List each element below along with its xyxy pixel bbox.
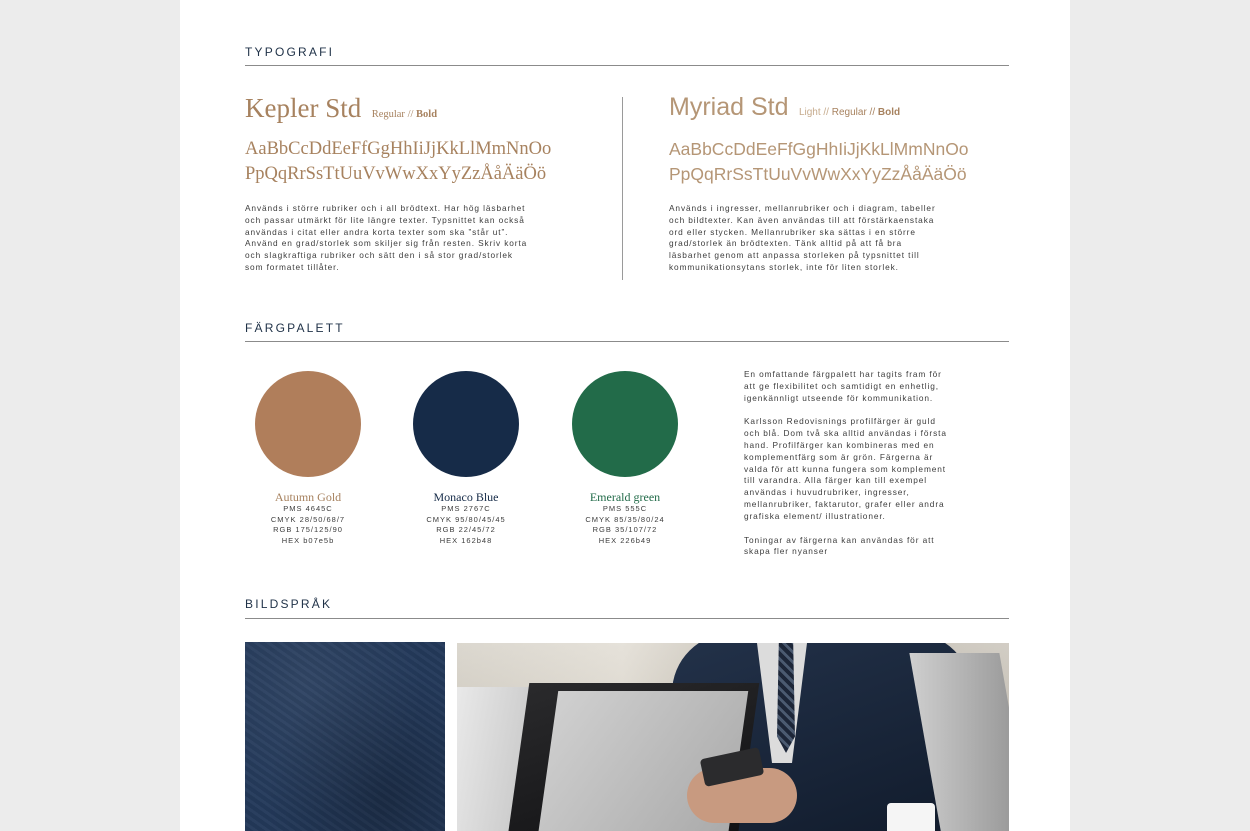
text-line: och passar utmärkt för lite längre texter. Typsnittet kan också [245, 214, 525, 225]
font-description-kepler [245, 203, 527, 274]
text-line: hand. Profilfärger kan kombineras med en [744, 439, 935, 450]
text-line: ord eller stycken. Mellanrubriker ska sättas i en större [669, 226, 916, 237]
weight-regular: Regular [831, 107, 867, 118]
paragraph [744, 369, 947, 404]
font-description-myriad [669, 203, 936, 274]
color-circle [572, 371, 678, 477]
text-line: som formatet tillåter. [245, 261, 340, 272]
color-cmyk: CMYK 85/35/80/24 [585, 514, 665, 524]
color-pms: PMS 4645C [283, 504, 333, 513]
color-swatch-autumn-gold [243, 371, 373, 546]
font-heading-myriad [669, 93, 900, 122]
alphabet-line: AaBbCcDdEeFfGgHhIiJjKkLlMmNnOo [669, 139, 969, 159]
text-line: användas i citat eller andra korta texter som ska ”står ut”. [245, 226, 509, 237]
alphabet-sample-myriad [669, 137, 1009, 187]
font-weights [799, 107, 900, 118]
weight-regular: Regular [371, 109, 405, 120]
text-line: igenkännligt utseende för kommunikation. [744, 392, 934, 403]
palette-description [744, 369, 947, 558]
column-divider [622, 97, 623, 280]
paragraph [744, 416, 947, 522]
section-divider [245, 618, 1009, 619]
weight-bold: Bold [416, 109, 438, 120]
color-circle [255, 371, 361, 477]
text-line: användas i huvudrubriker, ingresser, [744, 487, 910, 498]
text-line: Karlsson Redovisnings profilfärger är guld [744, 416, 936, 427]
text-line: skapa fler nyanser [744, 546, 828, 557]
color-rgb: RGB 22/45/72 [436, 525, 496, 535]
color-name: Autumn Gold [274, 490, 342, 504]
text-line: och slagkraftiga rubriker och sätt den i så stor grad/storlek [245, 250, 513, 261]
section-divider [245, 65, 1009, 66]
weight-separator: // [404, 109, 417, 120]
coffee-cup [887, 803, 935, 831]
business-photo-image [457, 643, 1009, 831]
color-hex: HEX b07e5b [281, 535, 335, 545]
section-title-typography: TYPOGRAFI [245, 45, 335, 59]
color-pms: PMS 555C [602, 504, 648, 513]
text-line: att ge flexibilitet och samtidigt en enhetlig, [744, 380, 939, 391]
color-name: Emerald green [589, 490, 661, 504]
text-line: Använd en grad/storlek som skiljer sig från resten. Skriv korta [245, 238, 528, 249]
text-line: grad/storlek än brödtexten. Tänk alltid på att få bra [669, 238, 902, 249]
text-line: Används i ingresser, mellanrubriker och i diagram, tabeller [669, 203, 936, 213]
alphabet-line: PpQqRrSsTtUuVvWwXxYyZzÅåÄäÖö [669, 164, 967, 184]
font-weights [372, 109, 437, 120]
section-title-imagery: BILDSPRÅK [245, 597, 333, 611]
color-circle [413, 371, 519, 477]
font-heading-kepler [245, 93, 437, 124]
color-cmyk: CMYK 95/80/45/45 [426, 514, 506, 524]
color-hex: HEX 162b48 [439, 535, 493, 545]
text-line: Toningar av färgerna kan användas för att [744, 534, 935, 545]
color-cmyk: CMYK 28/50/68/7 [270, 514, 346, 524]
text-line: kommunikationsytans storlek, inte för liten storlek. [669, 261, 899, 272]
color-rgb: RGB 35/107/72 [592, 525, 658, 535]
alphabet-line: PpQqRrSsTtUuVvWwXxYyZzÅåÄäÖö [245, 164, 547, 184]
section-divider [245, 341, 1009, 342]
text-line: Används i större rubriker och i all brödtext. Har hög läsbarhet [245, 203, 526, 213]
text-line: till varandra. Alla färger kan till exempel [744, 475, 928, 486]
person-tie [777, 643, 795, 753]
color-rgb: RGB 175/125/90 [273, 525, 343, 535]
leather-texture-image [245, 642, 445, 831]
brand-guide-page [180, 0, 1070, 831]
text-line: mellanrubriker, faktarutor, grafer eller andra [744, 498, 945, 509]
section-title-palette: FÄRGPALETT [245, 321, 345, 335]
text-line: valda för att kunna fungera som komplement [744, 463, 946, 474]
weight-separator: // [820, 107, 832, 118]
alphabet-line: AaBbCcDdEeFfGgHhIiJjKkLlMmNnOo [245, 139, 552, 159]
color-pms: PMS 2767C [441, 504, 491, 513]
weight-bold: Bold [877, 107, 901, 118]
text-line: läsbarhet genom att anpassa storleken på typsnittet till [669, 250, 920, 261]
text-line: komplementfärg som är grön. Färgerna är [744, 451, 934, 462]
color-name: Monaco Blue [433, 490, 499, 504]
alphabet-sample-kepler [245, 137, 585, 187]
paragraph [744, 535, 947, 559]
weight-separator: // [866, 107, 878, 118]
weight-light: Light [798, 107, 821, 118]
text-line: grafiska element/ illustrationer. [744, 510, 886, 521]
color-swatch-emerald-green [560, 371, 690, 546]
font-name: Kepler Std [245, 93, 362, 123]
font-name: Myriad Std [669, 93, 789, 121]
color-swatch-monaco-blue [401, 371, 531, 546]
text-line: och blå. Dom två ska alltid användas i första [744, 428, 947, 439]
text-line: och bildtexter. Kan även användas till att förstärkaenstaka [669, 214, 935, 225]
text-line: En omfattande färgpalett har tagits fram för [744, 369, 942, 379]
color-hex: HEX 226b49 [598, 535, 652, 545]
